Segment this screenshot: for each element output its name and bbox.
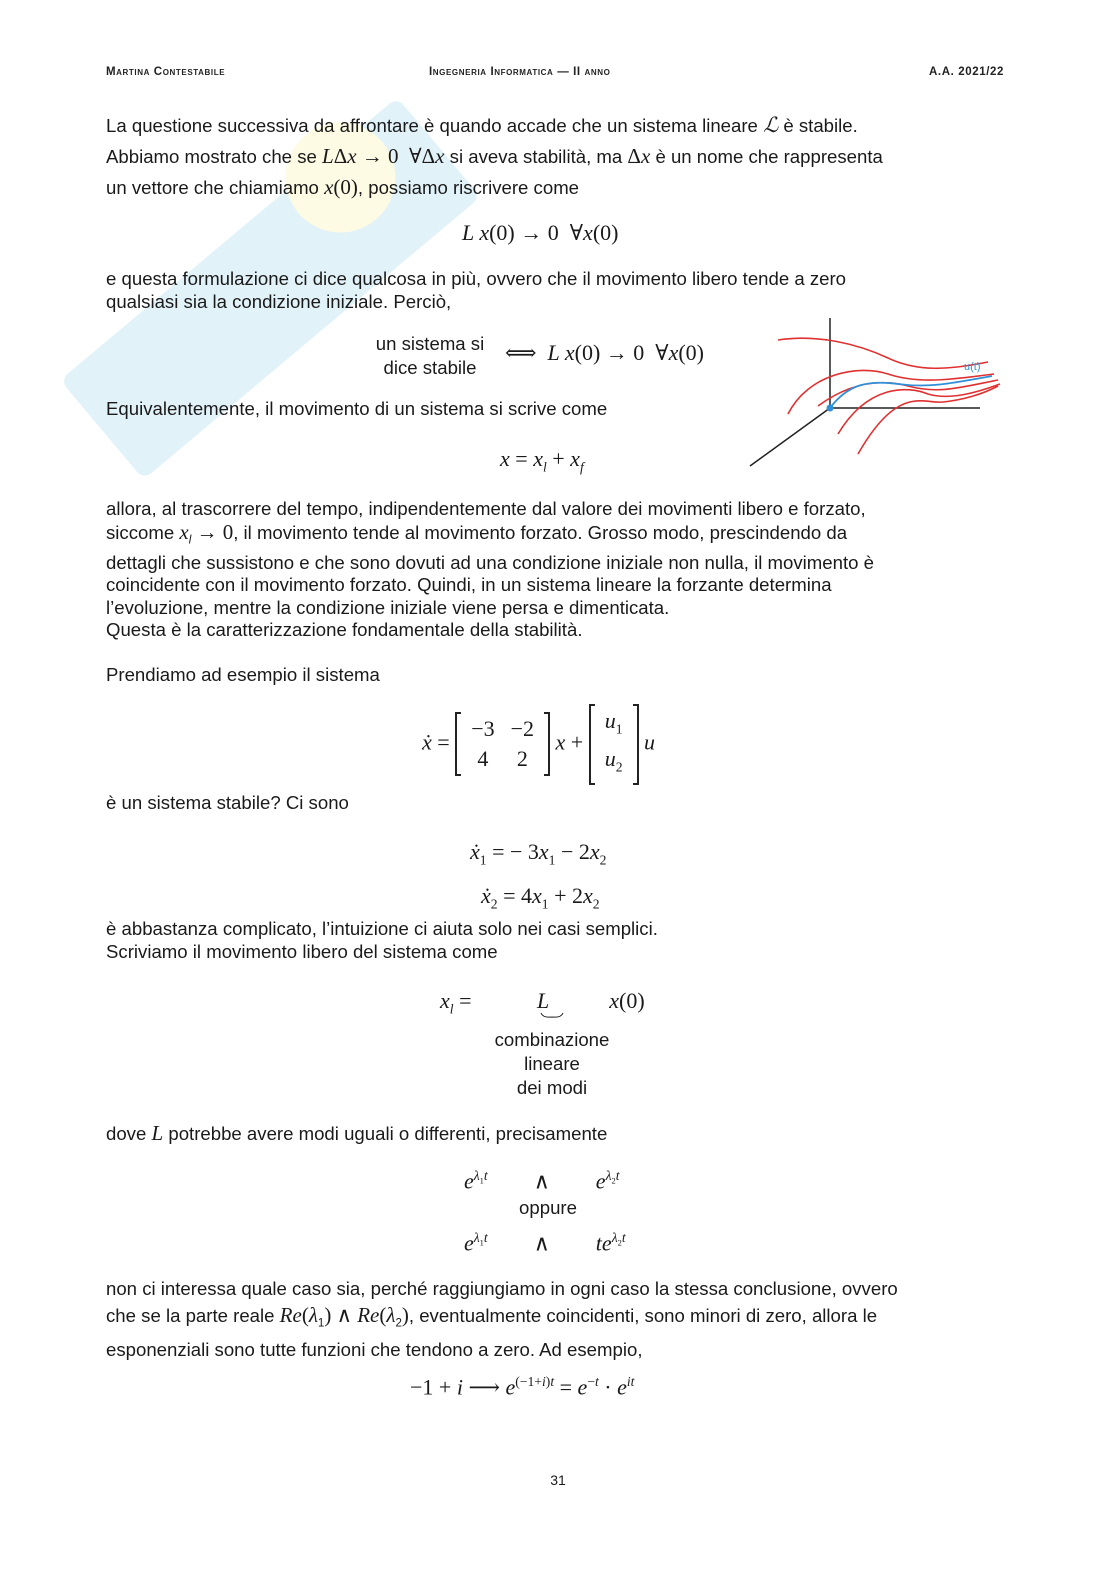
equation-example-exponential: −1 + i ⟶ $e^{(-1+i)t} = e^{-t} \cdot e^{it}$: [410, 1374, 635, 1400]
paragraph-conclusion: non ci interessa quale caso sia, perché raggiungiamo in ogni caso la stessa conclusione, ovvero che se la parte reale $Re(\lambda_1)$ ∧ $Re(\lambda_2)$, eventualmente coincidenti, sono minori di zero, allora le esponenziali sono tutte funzioni che tendono a zero. Ad esempio,: [106, 1278, 898, 1360]
equation-modes-distinct: $e^{\lambda_1t}$ ∧ $e^{\lambda_2t}$: [464, 1168, 620, 1194]
paragraph-time-evolution: allora, al trascorrere del tempo, indipendentemente dal valore dei movimenti libero e forzato, siccome $x_l \to 0$, il movimento tende al movimento forzato. Grosso modo, prescindendo da dettagli che sussistono e che sono dovuti ad una condizione iniziale non nulla, il movimento è coincidente con il movimento forzato. Quindi, in un sistema lineare la forzante determina l’evoluzione, mentre la condizione iniziale viene persa e dimenticata. Questa è la caratterizzazione fondamentale della stabilità.: [106, 498, 874, 641]
intro-text-f: un vettore che chiamiamo: [106, 177, 319, 198]
equation-free-motion: L x(0) → 0 ∀x(0): [462, 220, 619, 245]
paragraph-example: Prendiamo ad esempio il sistema: [106, 664, 380, 685]
evolution-text-a: allora, al trascorrere del tempo, indipendentemente dal valore dei movimenti libero e forzato,: [106, 498, 866, 519]
complicated-text-a: è abbastanza complicato, l’intuizione ci aiuta solo nei casi semplici.: [106, 918, 658, 939]
intro-text-d: si aveva stabilità, ma: [449, 146, 623, 167]
figure-red-curves: [778, 338, 1000, 454]
paragraph-complicated: [106, 918, 1006, 963]
equation-stable-definition: ⟺ L x(0) → 0 ∀x(0): [505, 340, 705, 365]
intro-text-b: è stabile.: [783, 115, 858, 136]
underbrace-label-line3: dei modi: [516, 1077, 588, 1098]
figure-curve-label: u(t): [964, 361, 981, 373]
underbrace-label-line1: combinazione: [494, 1029, 610, 1050]
header-year: A.A. 2021/22: [929, 66, 1004, 78]
intro-text-e: è un nome che rappresenta: [655, 146, 883, 167]
stable-label-line1: un sistema si: [375, 333, 485, 354]
evolution-text-f: l’evoluzione, mentre la condizione iniziale viene persa e dimenticata.: [106, 596, 670, 618]
intro-text-c: Abbiamo mostrato che se: [106, 146, 317, 167]
underbrace-label-line2: lineare: [524, 1053, 580, 1074]
evolution-text-c: , il movimento tende al movimento forzato. Grosso modo, prescindendo da: [233, 521, 848, 543]
evolution-text-d: dettagli che sussistono e che sono dovuti ad una condizione iniziale non nulla, il movimento è: [106, 551, 874, 573]
header-author: Martina Contestabile: [106, 66, 226, 78]
page-number: 31: [550, 1472, 566, 1488]
paragraph-intro: La questione successiva da affrontare è quando accade che un sistema lineare ℒ è stabile. Abbiamo mostrato che se LΔx → 0 ∀Δx si aveva stabilità, ma Δx è un nome che rappresenta un vettore che chiamiamo x(0), possiamo riscrivere come: [106, 113, 883, 199]
evolution-text-g: Questa è la caratterizzazione fondamentale della stabilità.: [106, 619, 583, 641]
evolution-text-b: siccome: [106, 521, 175, 543]
conclusion-text-d: esponenziali sono tutte funzioni che tendono a zero. Ad esempio,: [106, 1338, 643, 1360]
header-course: Ingegneria Informatica — II anno: [429, 66, 611, 78]
equation-motion-sum: $x = x_l + x_f$: [500, 446, 584, 475]
complicated-text-b: Scriviamo il movimento libero del sistema come: [106, 940, 498, 962]
paragraph-modes: dove L potrebbe avere modi uguali o differenti, precisamente: [106, 1121, 608, 1145]
modes-text-a: dove: [106, 1123, 147, 1144]
matrix-A: −3 −2 4 2: [455, 712, 550, 776]
intro-text-g: , possiamo riscrivere come: [357, 177, 580, 198]
paragraph-formulation: [106, 268, 1006, 313]
paragraph-question: è un sistema stabile? Ci sono: [106, 792, 349, 813]
equation-modes-coincident: $e^{\lambda_1t}$ ∧ $te^{\lambda_2t}$: [464, 1230, 626, 1256]
equation-state-space: ẋ = −3 −2 4 2 x + $u_1$ $u_2$ u: [422, 704, 655, 785]
equation-system-components: ẋ$_1$ = − $3x_1 - 2x_2$ ẋ$_2$ = $4x_1 + 2x_2$: [470, 839, 607, 912]
paragraph-equivalently: Equivalentemente, il movimento di un sistema si scrive come: [106, 398, 608, 419]
equation-free-motion-modes: $x_l = L$ x(0): [440, 988, 645, 1017]
stable-definition-label: [360, 332, 500, 380]
intro-text-a: La questione successiva da affrontare è quando accade che un sistema lineare: [106, 115, 758, 136]
conclusion-text-c: , eventualmente coincidenti, sono minori di zero, allora le: [408, 1305, 878, 1326]
conclusion-text-a: non ci interessa quale caso sia, perché raggiungiamo in ogni caso la stessa conclusione, ovvero: [106, 1278, 898, 1299]
underbrace-icon: [540, 1012, 564, 1020]
underbrace-label: [472, 1028, 632, 1100]
modes-text-b: potrebbe avere modi uguali o differenti, precisamente: [168, 1123, 608, 1144]
page-header: [106, 66, 1004, 82]
oppure-label: oppure: [519, 1197, 577, 1218]
stable-label-line2: dice stabile: [383, 357, 477, 378]
stability-sketch-figure: [748, 314, 1008, 474]
formulation-text-a: e questa formulazione ci dice qualcosa in più, ovvero che il movimento libero tende a zero: [106, 268, 847, 289]
conclusion-text-b: che se la parte reale: [106, 1305, 275, 1326]
evolution-text-e: coincidente con il movimento forzato. Quindi, in un sistema lineare la forzante determina: [106, 574, 832, 596]
matrix-B: $u_1$ $u_2$: [589, 704, 639, 785]
formulation-text-b: qualsiasi sia la condizione iniziale. Perciò,: [106, 290, 452, 312]
